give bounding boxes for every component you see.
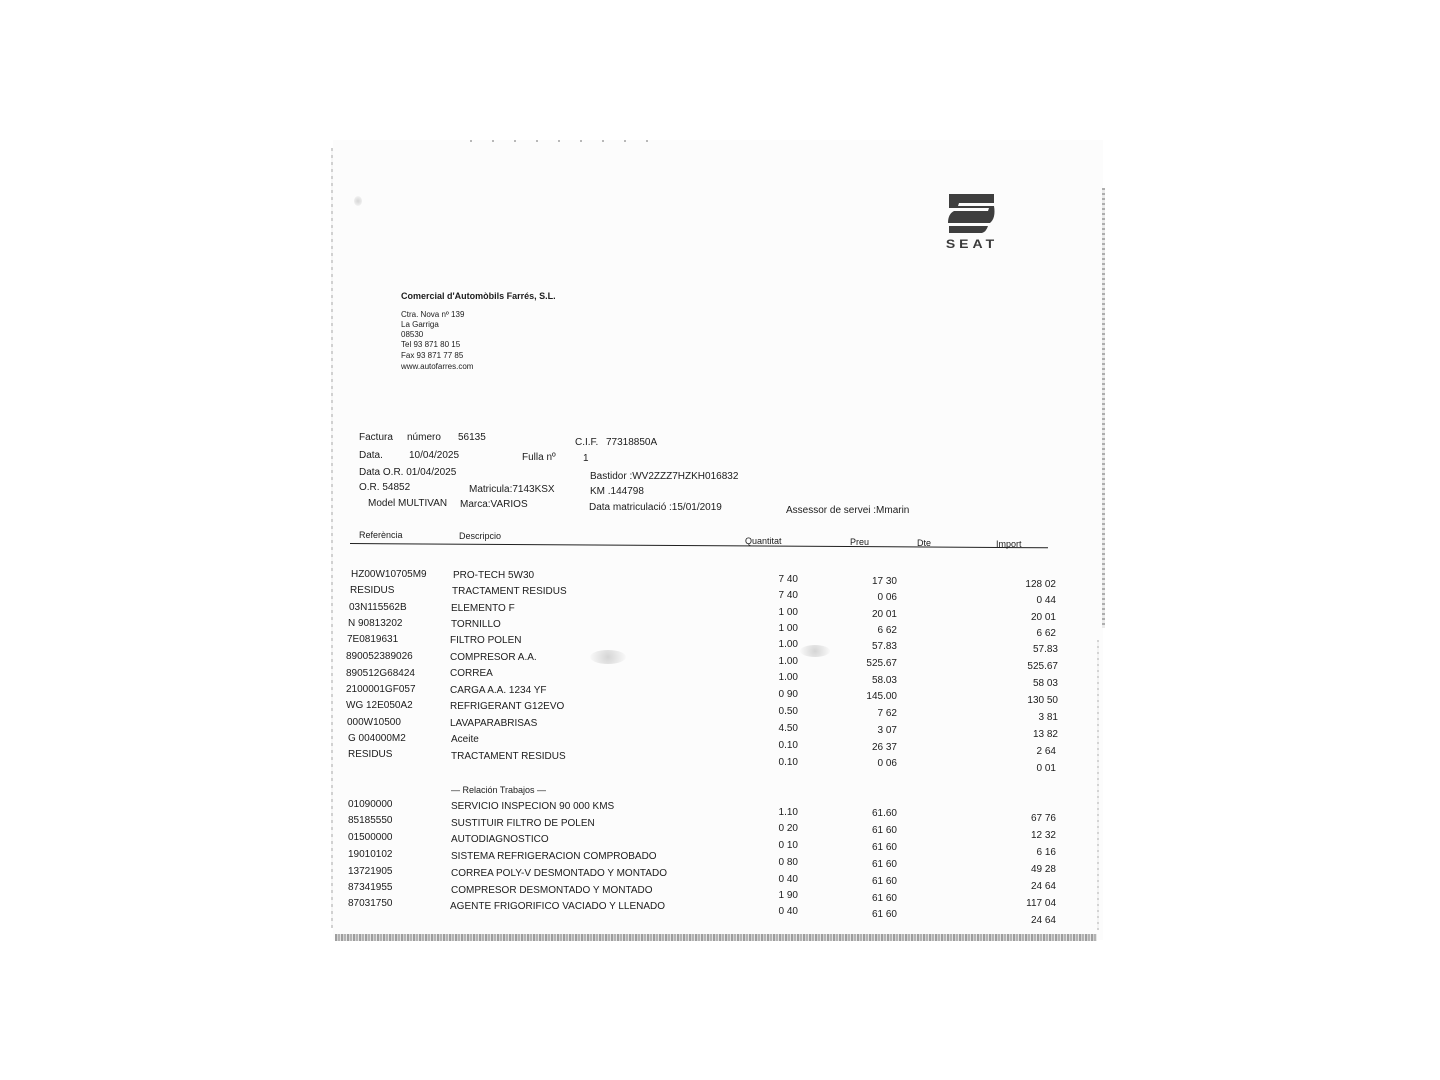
table-row-qty: 1.00: [778, 639, 798, 650]
table-row-qty: 0.50: [778, 706, 798, 717]
table-row-desc: AUTODIAGNOSTICO: [451, 834, 549, 845]
table-row-desc: REFRIGERANT G12EVO: [450, 701, 565, 712]
scan-edge-right-lower: [1097, 640, 1099, 930]
table-row-desc: TORNILLO: [451, 619, 501, 630]
table-row-desc: ELEMENTO F: [451, 603, 515, 614]
table-row-qty: 0 20: [778, 823, 798, 834]
table-row-import: 2 64: [1036, 746, 1056, 757]
matricula: Matricula:7143KSX: [469, 484, 555, 495]
table-row-price: 6 62: [877, 625, 897, 636]
company-fax: Fax 93 871 77 85: [401, 351, 464, 360]
table-row-import: 3 81: [1038, 712, 1058, 723]
table-row-qty: 1.00: [778, 672, 798, 683]
table-row-price: 0 06: [877, 592, 897, 603]
table-row-desc: TRACTAMENT RESIDUS: [452, 586, 567, 597]
table-row-ref: 01500000: [348, 832, 393, 843]
table-row-price: 525.67: [866, 658, 897, 669]
table-row-ref: RESIDUS: [350, 585, 395, 596]
marca: Marca:VARIOS: [460, 499, 528, 510]
data-or: Data O.R. 01/04/2025: [359, 467, 457, 478]
table-row-import: 20 01: [1030, 612, 1056, 623]
table-row-qty: 1.00: [778, 656, 798, 667]
table-row-desc: SERVICIO INSPECION 90 000 KMS: [451, 801, 615, 812]
table-row-import: 0 01: [1036, 763, 1056, 774]
col-header-quantitat: Quantitat: [745, 536, 782, 546]
numero-label: número: [407, 432, 441, 443]
table-row-import: 6 16: [1036, 847, 1056, 858]
table-row-ref: 2100001GF057: [346, 684, 416, 695]
table-row-desc: LAVAPARABRISAS: [450, 718, 538, 729]
company-tel: Tel 93 871 80 15: [401, 340, 461, 349]
works-section-title: — Relación Trabajos —: [451, 785, 547, 795]
table-row-desc: COMPRESOR A.A.: [450, 652, 537, 663]
table-row-price: 61 60: [871, 893, 897, 904]
table-row-import: 67 76: [1030, 813, 1056, 824]
seat-logo-wordmark: SEAT: [945, 237, 999, 251]
col-header-referencia: Referència: [359, 530, 403, 540]
table-row-import: 6 62: [1036, 628, 1056, 639]
table-row-ref: 03N115562B: [349, 602, 407, 613]
table-row-desc: SUSTITUIR FILTRO DE POLEN: [451, 818, 595, 829]
scan-edge-bottom: [335, 934, 1097, 941]
table-row-import: 117 04: [1026, 898, 1056, 909]
table-row-import: 130 50: [1027, 695, 1058, 706]
table-row-import: 49 28: [1030, 864, 1056, 875]
table-row-price: 61.60: [871, 808, 897, 819]
company-address-line2: La Garriga: [401, 320, 439, 329]
table-row-qty: 0.10: [778, 740, 798, 751]
numero-value: 56135: [458, 432, 486, 443]
table-row-qty: 1 00: [778, 607, 798, 618]
fulla-value: 1: [583, 453, 589, 464]
invoice-sheet: [333, 140, 1103, 940]
table-row-import: 128 02: [1025, 579, 1056, 590]
table-row-qty: 0 40: [778, 874, 798, 885]
table-row-price: 61 60: [871, 876, 897, 887]
company-name: Comercial d'Automòbils Farrés, S.L.: [401, 291, 556, 301]
col-header-dte: Dte: [917, 538, 932, 548]
table-row-ref: G 004000M2: [348, 733, 406, 744]
table-row-desc: CARGA A.A. 1234 YF: [450, 685, 547, 696]
table-row-qty: 0.10: [778, 757, 798, 768]
table-row-qty: 7 40: [778, 574, 798, 585]
table-row-ref: HZ00W10705M9: [351, 569, 427, 580]
cif-value: 77318850A: [606, 437, 658, 448]
table-row-price: 61 60: [871, 859, 897, 870]
scan-edge-right: [1102, 188, 1105, 628]
table-row-desc: Aceite: [451, 734, 479, 745]
table-row-ref: N 90813202: [348, 618, 403, 629]
table-row-qty: 0 90: [778, 689, 798, 700]
table-row-desc: COMPRESOR DESMONTADO Y MONTADO: [451, 885, 653, 896]
scan-edge-left: [331, 148, 333, 928]
table-row-qty: 7 40: [778, 590, 798, 601]
table-row-qty: 4.50: [778, 723, 798, 734]
table-row-price: 145.00: [866, 691, 897, 702]
table-row-price: 17 30: [871, 576, 897, 587]
table-row-desc: CORREA: [450, 668, 493, 679]
assessor: Assessor de servei :Mmarin: [786, 505, 910, 516]
table-row-desc: CORREA POLY-V DESMONTADO Y MONTADO: [451, 868, 667, 879]
table-row-price: 57.83: [871, 641, 897, 652]
table-row-ref: 85185550: [348, 815, 393, 826]
scan-speck: [354, 196, 362, 206]
table-row-ref: 000W10500: [347, 717, 401, 728]
data-value: 10/04/2025: [409, 450, 460, 461]
table-row-price: 61 60: [871, 909, 897, 920]
km: KM .144798: [590, 486, 644, 497]
table-row-ref: 13721905: [348, 866, 393, 877]
table-row-ref: 19010102: [348, 849, 393, 860]
table-row-price: 7 62: [877, 708, 897, 719]
table-row-ref: 7E0819631: [347, 634, 399, 645]
table-row-ref: 01090000: [348, 799, 393, 810]
data-label: Data.: [359, 450, 383, 461]
table-row-qty: 0 10: [778, 840, 798, 851]
table-row-ref: 87031750: [348, 898, 393, 909]
table-row-qty: 0 40: [778, 906, 798, 917]
col-header-import: Import: [996, 539, 1022, 549]
table-row-price: 61 60: [871, 842, 897, 853]
scan-speck: [590, 650, 626, 664]
table-row-import: 13 82: [1032, 729, 1058, 740]
table-row-ref: 890052389026: [346, 651, 413, 662]
table-row-price: 58.03: [871, 675, 897, 686]
bastidor: Bastidor :WV2ZZZ7HZKH016832: [590, 471, 739, 482]
table-row-desc: AGENTE FRIGORIFICO VACIADO Y LLENADO: [450, 901, 666, 912]
table-row-price: 3 07: [877, 725, 897, 736]
table-row-price: 0 06: [877, 758, 897, 769]
scan-edge-top: [470, 140, 650, 142]
scan-speck: [800, 645, 830, 657]
factura-label: Factura: [359, 432, 393, 443]
table-row-qty: 0 80: [778, 857, 798, 868]
company-web: www.autofarres.com: [401, 362, 474, 371]
table-row-qty: 1.10: [778, 807, 798, 818]
model: Model MULTIVAN: [368, 498, 448, 509]
table-row-ref: WG 12E050A2: [346, 700, 413, 711]
table-row-price: 20 01: [871, 609, 897, 620]
data-matriculacio: Data matriculació :15/01/2019: [589, 502, 722, 513]
col-header-preu: Preu: [850, 537, 870, 547]
table-row-import: 12 32: [1030, 830, 1056, 841]
table-row-desc: TRACTAMENT RESIDUS: [451, 751, 566, 762]
table-row-import: 58 03: [1032, 678, 1058, 689]
table-row-ref: 890512G68424: [346, 668, 415, 679]
table-row-import: 57.83: [1032, 644, 1058, 655]
table-row-import: 24 64: [1030, 915, 1056, 926]
company-postal-code: 08530: [401, 330, 424, 339]
table-row-desc: PRO-TECH 5W30: [453, 570, 535, 581]
table-row-import: 0 44: [1036, 595, 1056, 606]
table-row-desc: FILTRO POLEN: [450, 635, 522, 646]
col-header-descripcio: Descripcio: [459, 531, 502, 541]
table-row-desc: SISTEMA REFRIGERACION COMPROBADO: [451, 851, 657, 862]
table-row-qty: 1 90: [778, 890, 798, 901]
order-number: O.R. 54852: [359, 482, 411, 493]
cif-label: C.I.F.: [575, 437, 599, 448]
table-row-price: 61 60: [871, 825, 897, 836]
table-row-ref: 87341955: [348, 882, 393, 893]
company-address-line1: Ctra. Nova nº 139: [401, 310, 465, 319]
table-row-import: 525.67: [1027, 661, 1058, 672]
table-row-import: 24 64: [1030, 881, 1056, 892]
table-row-qty: 1 00: [778, 623, 798, 634]
table-row-price: 26 37: [871, 742, 897, 753]
table-row-ref: RESIDUS: [348, 749, 393, 760]
fulla-label: Fulla nº: [522, 452, 556, 463]
